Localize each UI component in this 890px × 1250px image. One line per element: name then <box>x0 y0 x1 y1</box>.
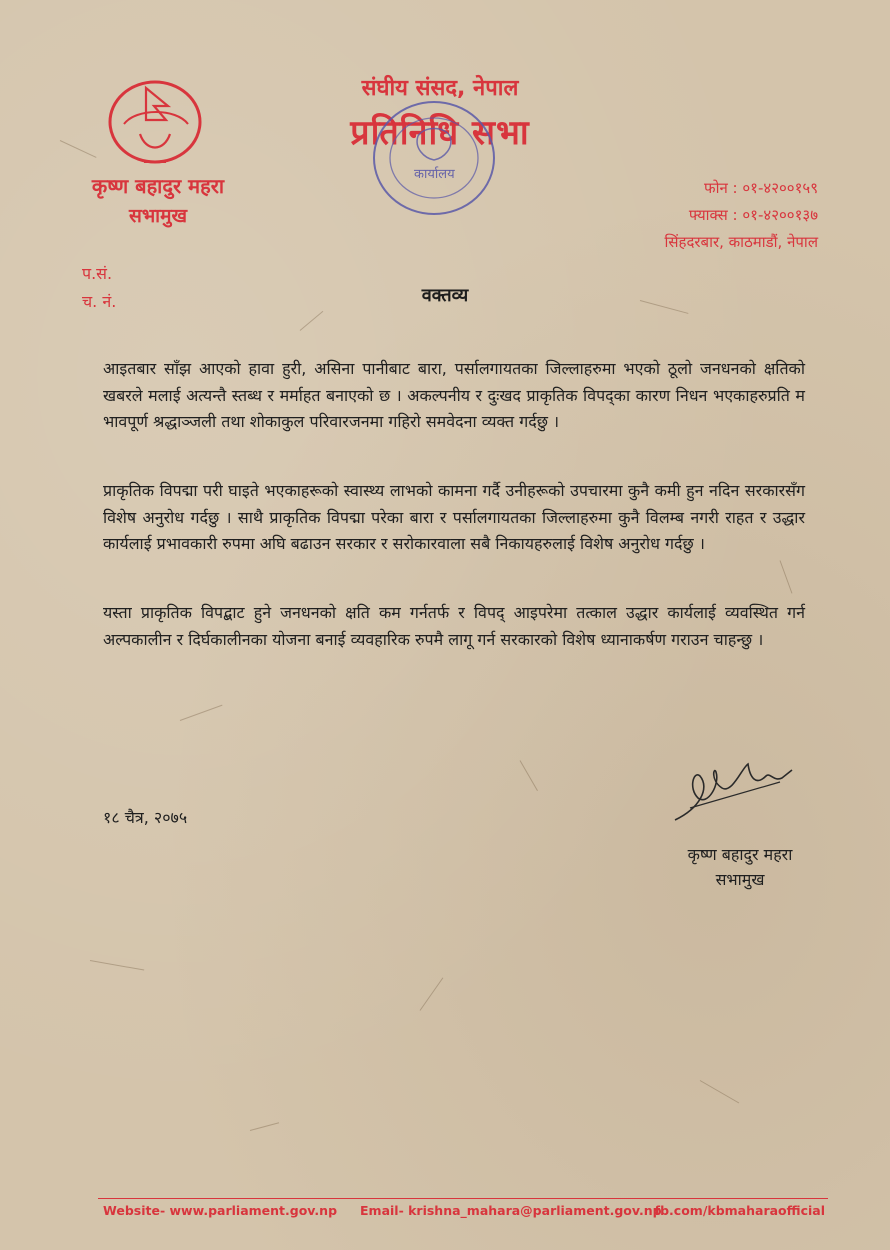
paragraph-2: प्राकृतिक विपद्मा परी घाइते भएकाहरूको स्वास्थ्य लाभको कामना गर्दै उनीहरूको उपचारमा कुनै कमी हुन नदिन सरकारसँग विशेष अनुरोध गर्दछु । साथै प्राकृतिक विपद्मा परेका बारा र पर्सालगायतका जिल्लाहरुमा कुनै विलम्ब नगरी राहत र उद्धार कार्यलाई प्रभावकारी रुपमा अघि बढाउन सरकार र सरोकारवाला सबै निकायहरुलाई विशेष अनुरोध गर्दछु । <box>103 481 805 553</box>
signatory-role: सभामुख <box>715 870 765 889</box>
handwritten-signature <box>670 758 800 828</box>
signatory-name: कृष्ण बहादुर महरा <box>687 845 793 864</box>
office-address: सिंहदरबार, काठमाडौं, नेपाल <box>664 233 818 251</box>
speaker-name: कृष्ण बहादुर महरा <box>91 174 225 198</box>
national-emblem-icon <box>106 78 204 170</box>
office-stamp <box>368 96 500 220</box>
stamp-text: कार्यालय <box>414 167 455 182</box>
footer-facebook-link[interactable]: fb.com/kbmaharaofficial <box>654 1203 825 1218</box>
fax-number: फ्याक्स : ०१-४२००१३७ <box>688 206 818 224</box>
footer-email-link[interactable]: Email- krishna_mahara@parliament.gov.np <box>360 1203 662 1218</box>
document-title: वक्तव्य <box>421 285 469 306</box>
paragraph-1: आइतबार साँझ आएको हावा हुरी, असिना पानीबाट बारा, पर्सालगायतका जिल्लाहरुमा भएको ठूलो जनधनको क्षतिको खबरले मलाई अत्यन्तै स्तब्ध र मर्माहत बनाएको छ । अकल्पनीय र दुःखद प्राकृतिक विपद्का कारण निधन भएकाहरुप्रति म भावपूर्ण श्रद्धाञ्जली तथा शोकाकुल परिवारजनमा गहिरो समवेदना व्यक्त गर्दछु । <box>103 359 805 431</box>
reference-number-label: प.सं. <box>82 264 113 283</box>
parliament-name: संघीय संसद, नेपाल <box>361 76 519 101</box>
dispatch-number-label: च. नं. <box>82 292 117 311</box>
house-name: प्रतिनिधि सभा <box>350 113 530 153</box>
speaker-role: सभामुख <box>128 205 188 227</box>
document-date: १८ चैत्र, २०७५ <box>103 808 188 827</box>
paragraph-3: यस्ता प्राकृतिक विपद्बाट हुने जनधनको क्षति कम गर्नतर्फ र विपद् आइपरेमा तत्काल उद्धार कार्यलाई व्यवस्थित गर्न अल्पकालीन र दिर्घकालीनका योजना बनाई व्यवहारिक रुपमै लागू गर्न सरकारको विशेष ध्यानाकर्षण गराउन चाहन्छु । <box>103 603 805 649</box>
phone-number: फोन : ०१-४२००१५९ <box>704 179 818 197</box>
footer-divider <box>98 1198 828 1199</box>
footer-website-link[interactable]: Website- www.parliament.gov.np <box>103 1203 338 1218</box>
